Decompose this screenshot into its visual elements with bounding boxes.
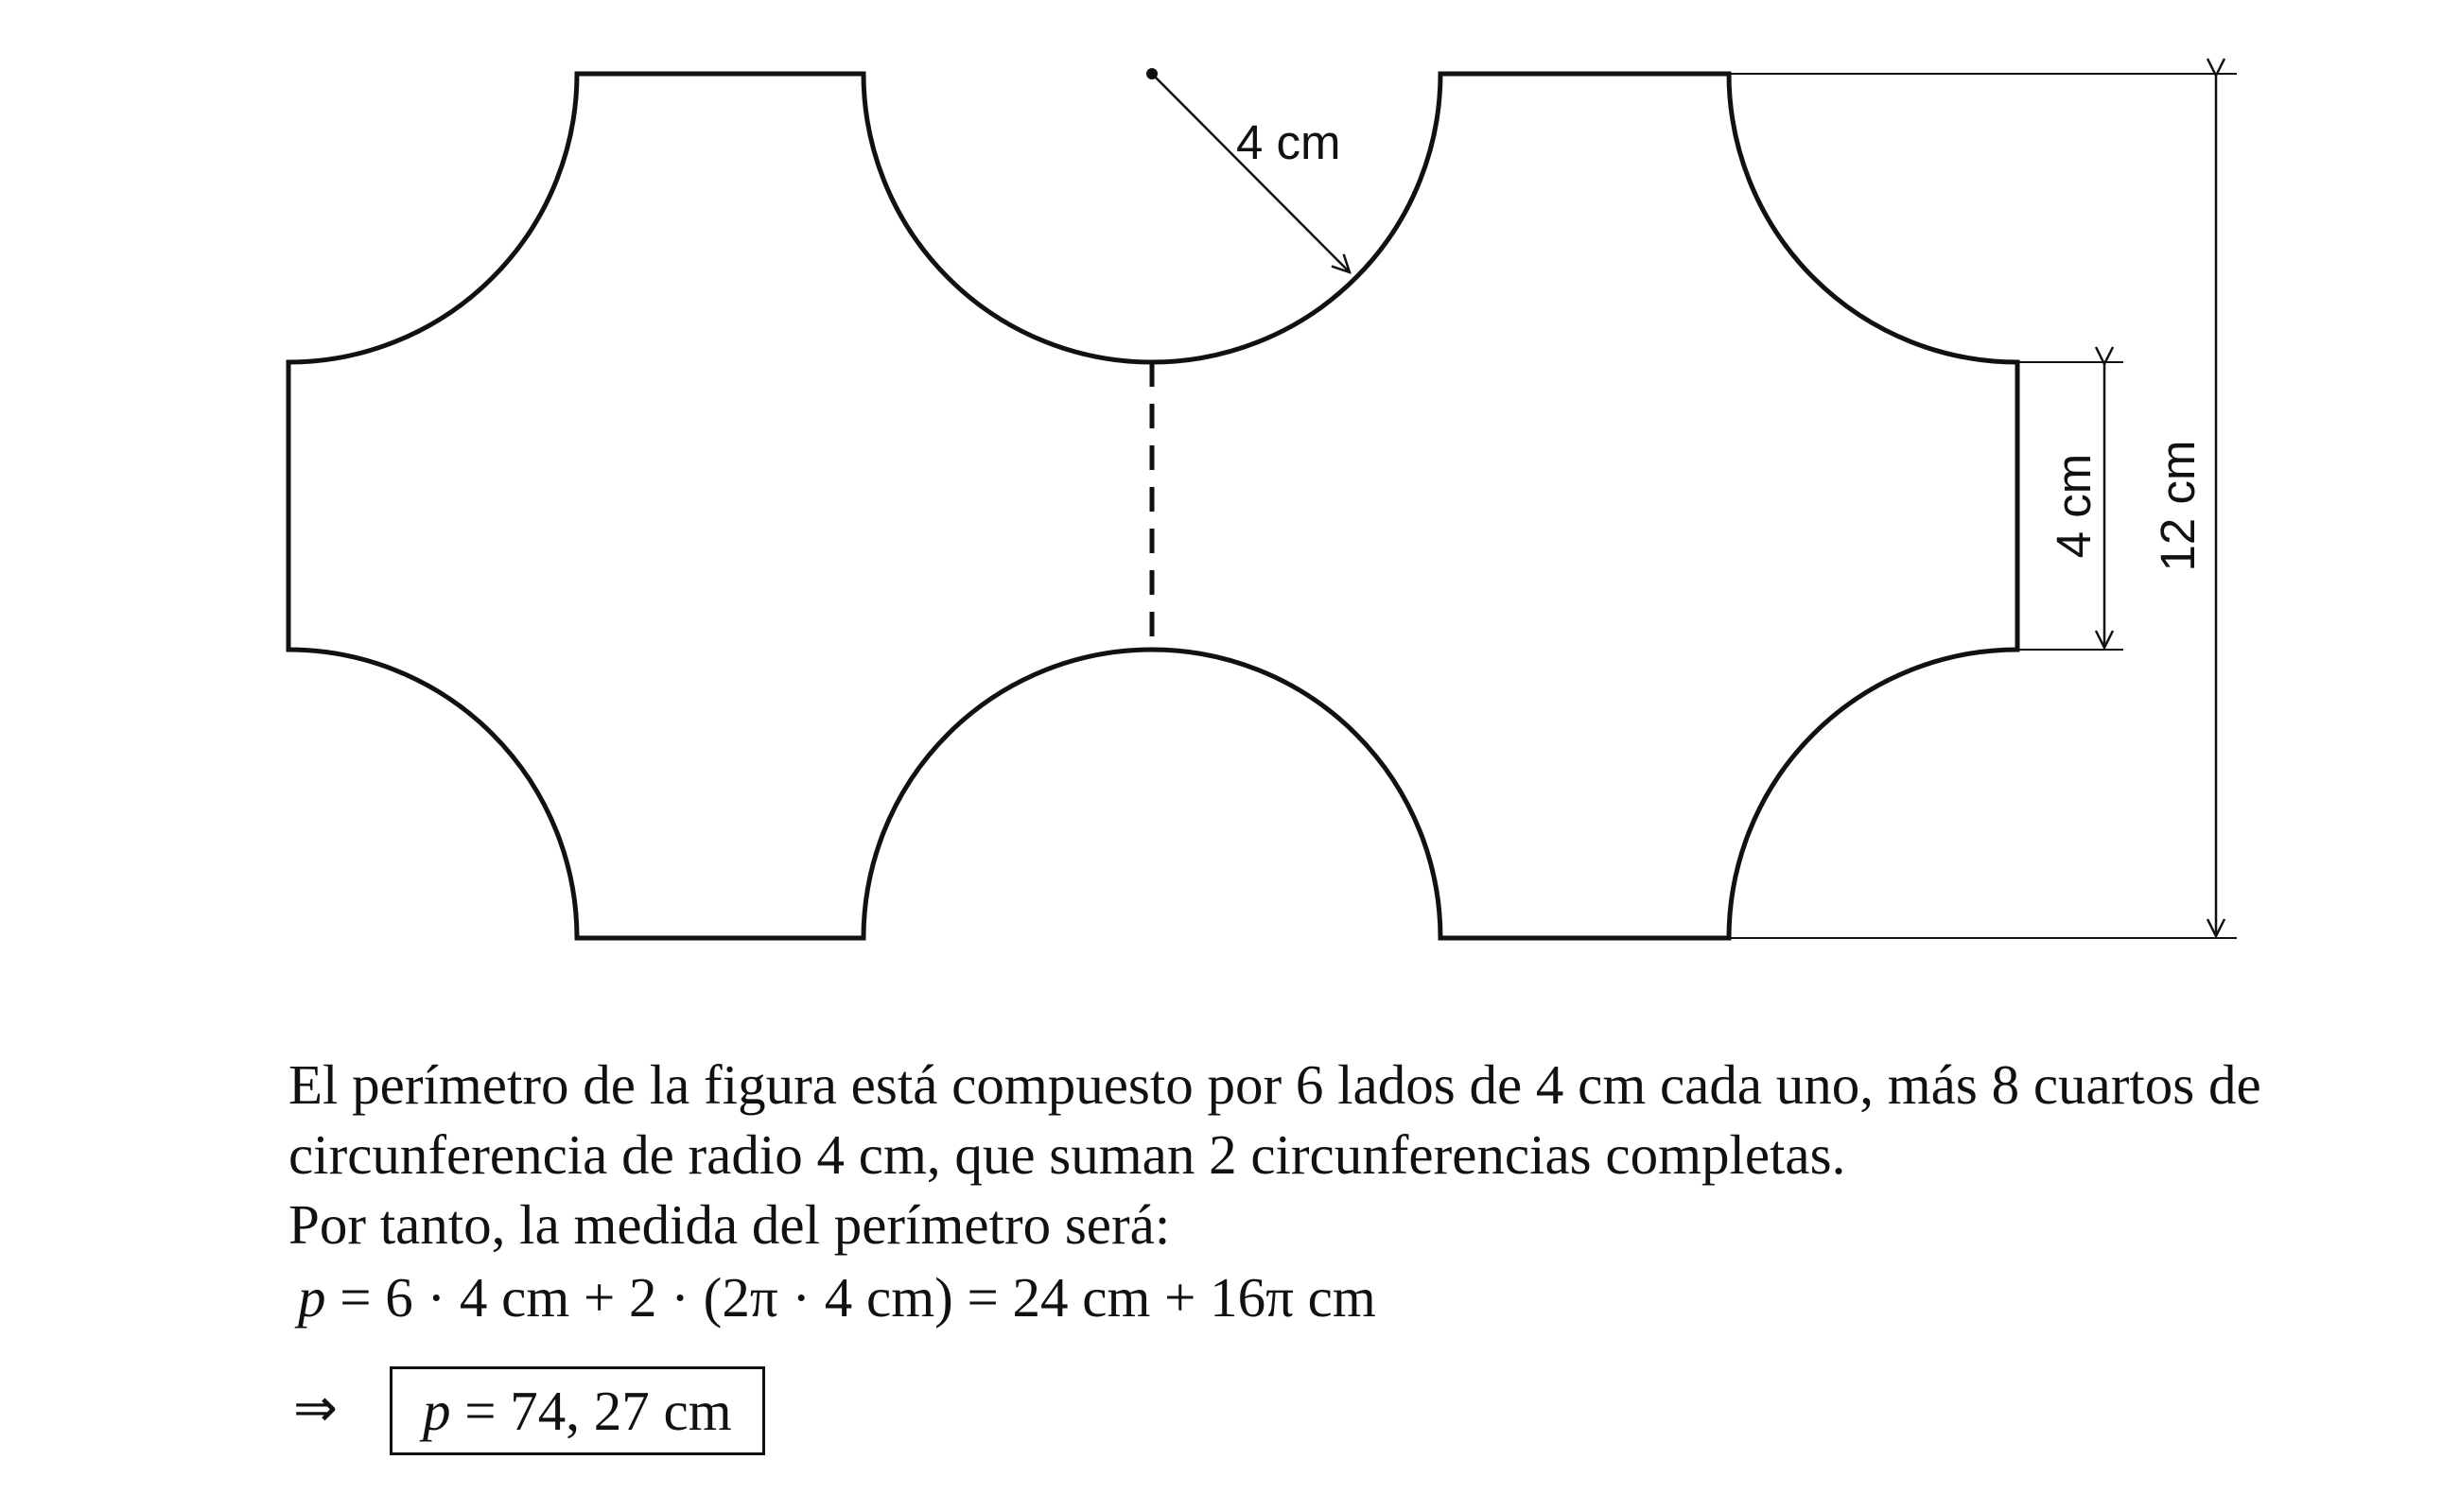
perimeter-formula	[298, 1265, 1376, 1330]
result-box	[390, 1366, 765, 1455]
radius-label: 4 cm	[1236, 115, 1341, 169]
result-variable: p	[423, 1380, 451, 1442]
explanation-line-1: El perímetro de la figura está compuesto por 6 lados de 4 cm cada uno, más 8 cuartos de	[288, 1053, 2261, 1116]
explanation-line-3: Por tanto, la medida del perímetro será:	[288, 1193, 1171, 1256]
height-label: 12 cm	[2151, 440, 2205, 572]
explanation-text	[288, 1050, 2454, 1260]
side-label: 4 cm	[2047, 453, 2101, 559]
formula-variable: p	[298, 1266, 326, 1329]
implies-symbol: ⇒	[293, 1378, 338, 1439]
result-value: = 74, 27 cm	[450, 1380, 732, 1442]
radius-arrow	[1152, 74, 1350, 272]
formula-expression: = 6 · 4 cm + 2 · (2π · 4 cm) = 24 cm + 16π cm	[325, 1266, 1376, 1329]
explanation-line-2: circunferencia de radio 4 cm, que suman 2 circunferencias completas.	[288, 1123, 1846, 1186]
